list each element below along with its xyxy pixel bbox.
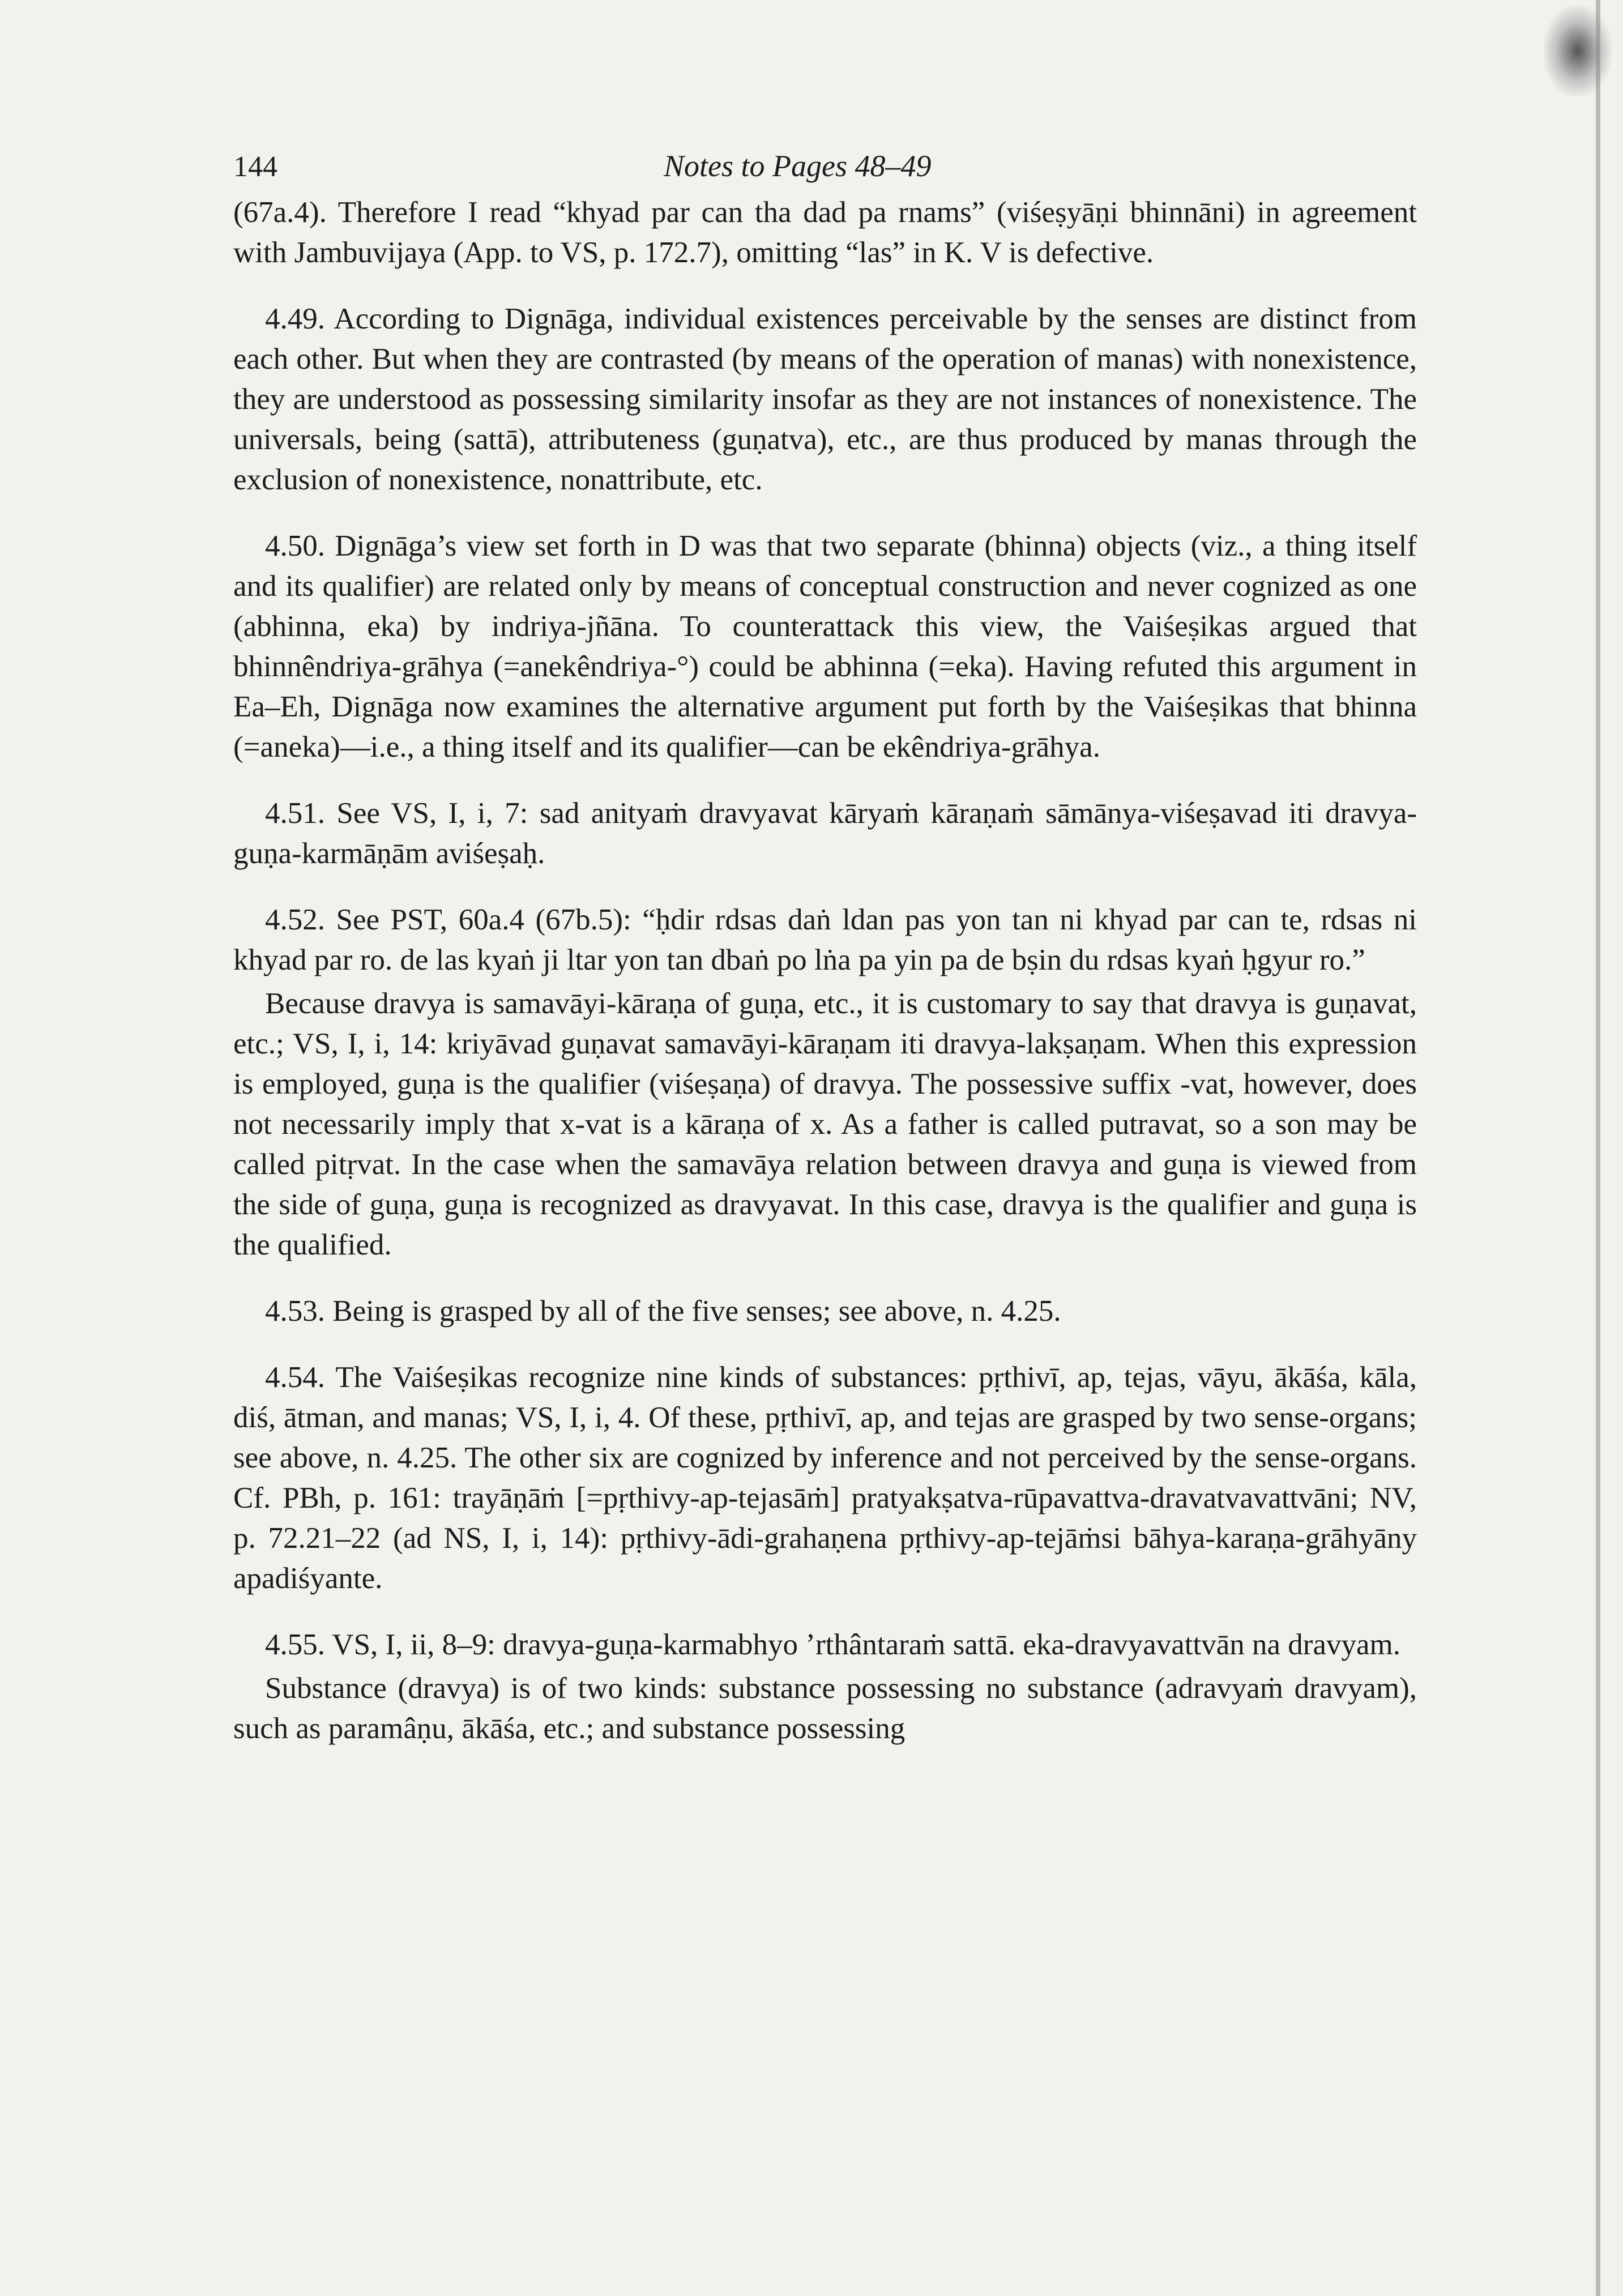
note-4-55-continuation: Substance (dravya) is of two kinds: substance possessing no substance (adravyaṁ dravyam), such as paramâṇu, ākāśa, etc.; and substance possessing xyxy=(233,1672,1417,1745)
note-4-55: 4.55. VS, I, ii, 8–9: dravya-guṇa-karmabhyo ’rthântaraṁ sattā. eka-dravyavattvān na dravyam. xyxy=(265,1628,1400,1661)
note-4-54: 4.54. The Vaiśeṣikas recognize nine kinds of substances: pṛthivī, ap, tejas, vāyu, ākāśa, kāla, diś, ātman, and manas; VS, I, i, 4. Of these, pṛthivī, ap, and tejas are grasped by two sense-organs; see above, n. 4.25. The other six are cognized by inference and not perceived by the sense-organs. Cf. PBh, p. 161: trayāṇāṁ [=pṛthivy-ap-tejasāṁ] pratyakṣatva-rūpavattva-dravatvavattvāni; NV, p. 72.21–22 (ad NS, I, i, 14): pṛthivy-ādi-grahaṇena pṛthivy-ap-tejāṁsi bāhya-karaṇa-grāhyāny apadiśyante. xyxy=(233,1361,1417,1595)
note-4-50: 4.50. Dignāga’s view set forth in D was that two separate (bhinna) objects (viz., a thing itself and its qualifier) are related only by means of conceptual construction and never cognized as one (abhinna, eka) by indriya-jñāna. To counterattack this view, the Vaiśeṣikas argued that bhinnêndriya-grāhya (=anekêndriya-°) could be abhinna (=eka). Having refuted this argument in Ea–Eh, Dignāga now examines the alternative argument put forth by the Vaiśeṣikas that bhinna (=aneka)—i.e., a thing itself and its qualifier—can be ekêndriya-grāhya. xyxy=(233,530,1417,763)
note-4-53: 4.53. Being is grasped by all of the five senses; see above, n. 4.25. xyxy=(265,1295,1061,1328)
note-4-49: 4.49. According to Dignāga, individual existences perceivable by the senses are distinct from each other. But when they are contrasted (by means of the operation of manas) with nonexistence, they are understood as possessing similarity insofar as they are not instances of nonexistence. The universals, being (sattā), attributeness (guṇatva), etc., are thus produced by manas through the exclusion of nonexistence, nonattribute, etc. xyxy=(233,302,1417,496)
running-title: Notes to Pages 48–49 xyxy=(664,149,932,183)
page-binding-edge xyxy=(1596,0,1600,2296)
note-4-52-continuation: Because dravya is samavāyi-kāraṇa of guṇa, etc., it is customary to say that dravya is guṇavat, etc.; VS, I, i, 14: kriyāvad guṇavat samavāyi-kāraṇam iti dravya-lakṣaṇam. When this expression is employed, guṇa is the qualifier (viśeṣaṇa) of dravya. The possessive suffix -vat, however, does not necessarily imply that x-vat is a kāraṇa of x. As a father is called putravat, so a son may be called pitṛvat. In the case when the samavāya relation between dravya and guṇa is viewed from the side of guṇa, guṇa is recognized as dravyavat. In this case, dravya is the qualifier and guṇa is the qualified. xyxy=(233,987,1417,1261)
note-4-51: 4.51. See VS, I, i, 7: sad anityaṁ dravyavat kāryaṁ kāraṇaṁ sāmānya-viśeṣavad iti dravya-guṇa-karmāṇām aviśeṣaḥ. xyxy=(233,797,1417,870)
note-4-52: 4.52. See PST, 60a.4 (67b.5): “ḥdir rdsas daṅ ldan pas yon tan ni khyad par can te, rdsas ni khyad par ro. de las kyaṅ ji ltar yon tan dbaṅ po lṅa pa yin pa de bṣin du rdsas kyaṅ ḥgyur ro.” xyxy=(233,903,1417,976)
page-body xyxy=(233,146,1417,1749)
page-header xyxy=(233,146,1417,191)
page-number: 144 xyxy=(233,151,277,183)
scan-corner-shadow xyxy=(1544,6,1612,96)
continued-note-paragraph: (67a.4). Therefore I read “khyad par can tha dad pa rnams” (viśeṣyāṇi bhinnāni) in agreement with Jambuvijaya (App. to VS, p. 172.7), omitting “las” in K. V is defective. xyxy=(233,196,1417,269)
